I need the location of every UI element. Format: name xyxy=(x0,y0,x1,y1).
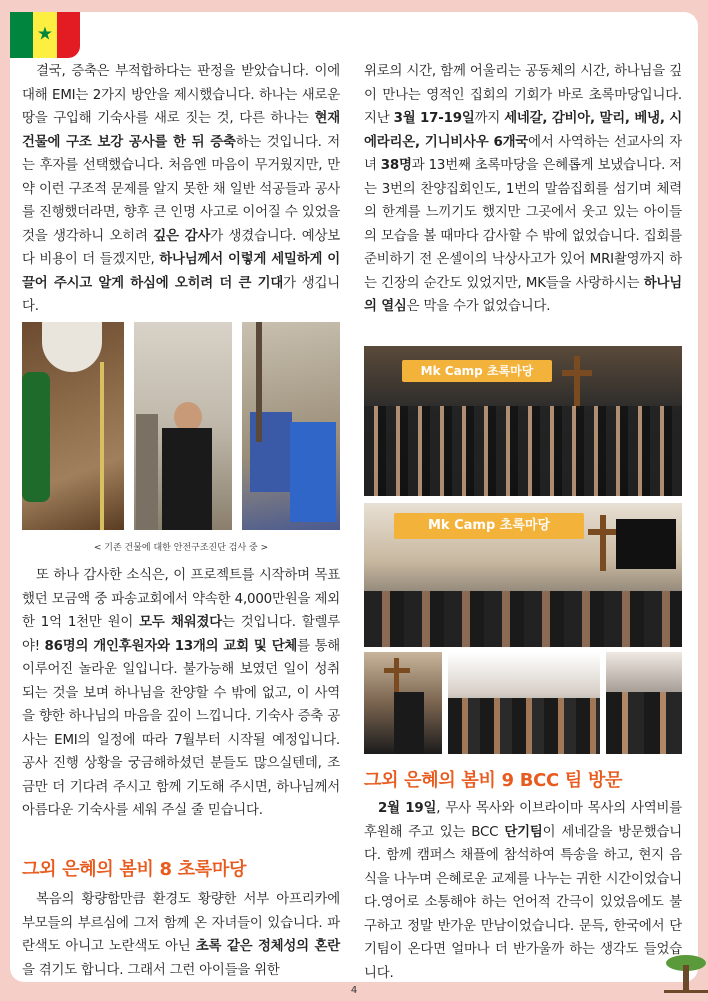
right-paragraph-1 xyxy=(364,60,682,319)
senegal-flag-icon: ★ xyxy=(10,12,80,58)
page-number: 4 xyxy=(350,985,358,996)
left-paragraph-3 xyxy=(22,888,340,982)
photo-group-camp xyxy=(364,346,682,496)
section-heading-9: 그외 은혜의 봄비 9 BCC 팀 방문 xyxy=(364,770,623,791)
right-paragraph-1-text: 위로의 시간, 함께 어울리는 공동체의 시간, 하나님을 깊이 만나는 영적인 집회의 기회가 바로 초록마당입니다. 지난 3월 17-19일까지 세네갈, 감비아, 말리, 베냉, 시에라리온, 기니비사우 6개국에서 사역하는 선교사의 자녀 38명과 13번째 초록마당을 은혜롭게 보냈습니다. 저는 3번의 찬양집회인도, 1번의 말씀집회를 섬기며 체력의 한계를 느끼기도 했지만 그곳에서 웃고 있는 아이들의 모습을 볼 때마다 감사할 수 밖에 없었습니다. 집회를 준비하기 전 온셀이의 낙상사고가 있어 MRI촬영까지 하는 긴장의 순간도 있었지만, MK들을 사랑하시는 하나님의 열심은 막을 수가 없었습니다. xyxy=(364,64,682,314)
left-paragraph-3-text: 복음의 황량함만큼 환경도 황량한 서부 아프리카에 부모들의 부르심에 그저 함께 온 자녀들이 있습니다. 파란색도 아니고 노란색도 아닌 초록 같은 정체성의 혼란을 겪기도 합니다. 그래서 그런 아이들을 위한 xyxy=(22,892,340,978)
photo-wall-check xyxy=(242,322,340,530)
photo-kids-worship xyxy=(606,652,682,754)
section-heading-8: 그외 은혜의 봄비 8 초록마당 xyxy=(22,859,247,880)
left-paragraph-1 xyxy=(22,60,340,319)
camp-banner-2: Mk Camp 초록마당 xyxy=(394,513,584,539)
photo-worship-hall xyxy=(364,503,682,647)
camp-banner-1: Mk Camp 초록마당 xyxy=(402,360,552,382)
right-paragraph-2-text: 2월 19일, 무사 목사와 이브라이마 목사의 사역비를 후원해 주고 있는 BCC 단기팀이 세네갈을 방문했습니다. 함께 캠퍼스 채플에 참석하여 특송을 하고, 현지 음식을 나누며 은혜로운 교제를 나누는 귀한 시간이었습니다.영어로 소통해야 하는 언어적 간극이 있었음에도 불구하고 정말 반가운 만남이었습니다. 문득, 한국에서 단기팀이 온다면 얼마나 더 반가울까 하는 생각도 들었습니다. xyxy=(364,801,682,981)
left-paragraph-2-text: 또 하나 감사한 소식은, 이 프로젝트를 시작하며 목표했던 모금액 중 파송교회에서 약속한 4,000만원을 제외한 1억 1천만 원이 모두 채워졌다는 것입니다. 할렐루야! 86명의 개인후원자와 13개의 교회 및 단체를 통해 이루어진 놀라운 일입니다. 불가능해 보였던 일이 성취되는 것을 보며 하나님을 찬양할 수 밖에 없고, 이 사역을 향한 하나님의 마음을 깊이 느낍니다. 기숙사 증축 공사는 EMI의 일정에 따라 7월부터 시작될 예정입니다. 공사 진행 상황을 궁금해하셨던 분들도 많으실텐데, 조금만 더 기다려 주시고 함께 기도해 주시면, 하나님께서 아름다운 기숙사를 세워 주실 줄 믿습니다. xyxy=(22,568,340,818)
right-paragraph-2 xyxy=(364,797,682,985)
left-paragraph-1-text: 결국, 증축은 부적합하다는 판정을 받았습니다. 이에 대해 EMI는 2가지 방안을 제시했습니다. 하나는 새로운 땅을 구입해 기숙사를 새로 짓는 것, 다른 하나는 현재 건물에 구조 보강 공사를 한 뒤 증축하는 것입니다. 저는 후자를 선택했습니다. 처음엔 마음이 무거웠지만, 만약 이런 구조적 문제를 알지 못한 채 일반 석공들과 공사를 진행했더라면, 향후 큰 인명 사고로 이어질 수 있었을 것을 생각하니 오히려 깊은 감사가 생겼습니다. 예상보다 비용이 더 들겠지만, 하나님께서 이렇게 세밀하게 이끌어 주시고 알게 하심에 오히려 더 큰 기대가 생깁니다. xyxy=(22,64,340,314)
photo-caption: < 기존 건물에 대한 안전구조진단 검사 중 > xyxy=(93,543,269,553)
photo-worship-leader xyxy=(364,652,442,754)
photo-inspection xyxy=(134,322,232,530)
photo-excavation xyxy=(22,322,124,530)
left-paragraph-2 xyxy=(22,564,340,823)
photo-kids-praising xyxy=(448,652,600,754)
